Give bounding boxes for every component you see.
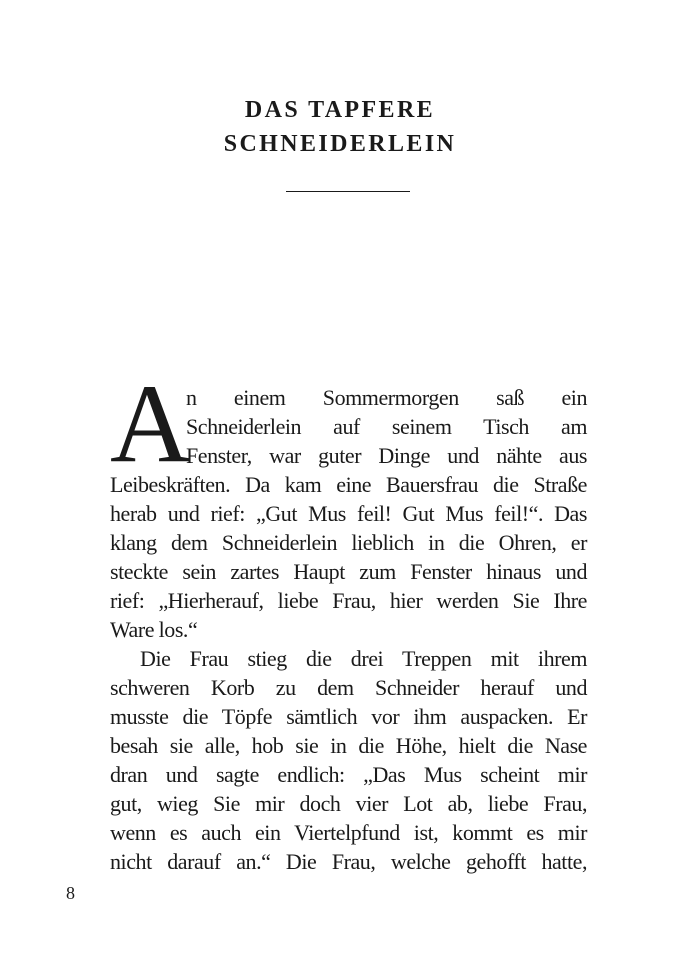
chapter-title-line-1: DAS TAPFERE [244, 97, 436, 123]
drop-cap: A [110, 362, 191, 486]
text-line: musste die Töpfe sämtlich vor ihm auspacken. Er [110, 704, 587, 729]
text-line: Leibeskräften. Da kam eine Bauersfrau die Straße [110, 472, 587, 497]
text-line: Ware los.“ [110, 617, 198, 642]
text-line: Die Frau stieg die drei Treppen mit ihrem [140, 646, 587, 671]
text-line: Schneiderlein auf seinem Tisch am [186, 414, 587, 439]
text-line: rief: „Hierherauf, liebe Frau, hier werden Sie Ihre [110, 588, 587, 613]
text-line: wenn es auch ein Viertelpfund ist, kommt es mir [110, 820, 587, 845]
title-divider [286, 191, 410, 192]
text-line: dran und sagte endlich: „Das Mus scheint mir [110, 762, 587, 787]
body-text [110, 362, 587, 876]
text-line: besah sie alle, hob sie in die Höhe, hielt die Nase [110, 733, 587, 758]
text-line: herab und rief: „Gut Mus feil! Gut Mus feil!“. Das [110, 501, 587, 526]
text-line: nicht darauf an.“ Die Frau, welche gehofft hatte, [110, 849, 587, 874]
chapter-title-line-2: SCHNEIDERLEIN [223, 131, 457, 157]
text-line: gut, wieg Sie mir doch vier Lot ab, liebe Frau, [110, 791, 587, 816]
paragraph-2 [110, 644, 587, 876]
text-line: n einem Sommermorgen saß ein [186, 385, 587, 410]
chapter-title [0, 93, 680, 161]
text-line: steckte sein zartes Haupt zum Fenster hinaus und [110, 559, 587, 584]
text-line: klang dem Schneiderlein lieblich in die Ohren, er [110, 530, 587, 555]
page-number: 8 [66, 883, 75, 903]
text-line: schweren Korb zu dem Schneider herauf und [110, 675, 587, 700]
text-line: Fenster, war guter Dinge und nähte aus [186, 443, 587, 468]
